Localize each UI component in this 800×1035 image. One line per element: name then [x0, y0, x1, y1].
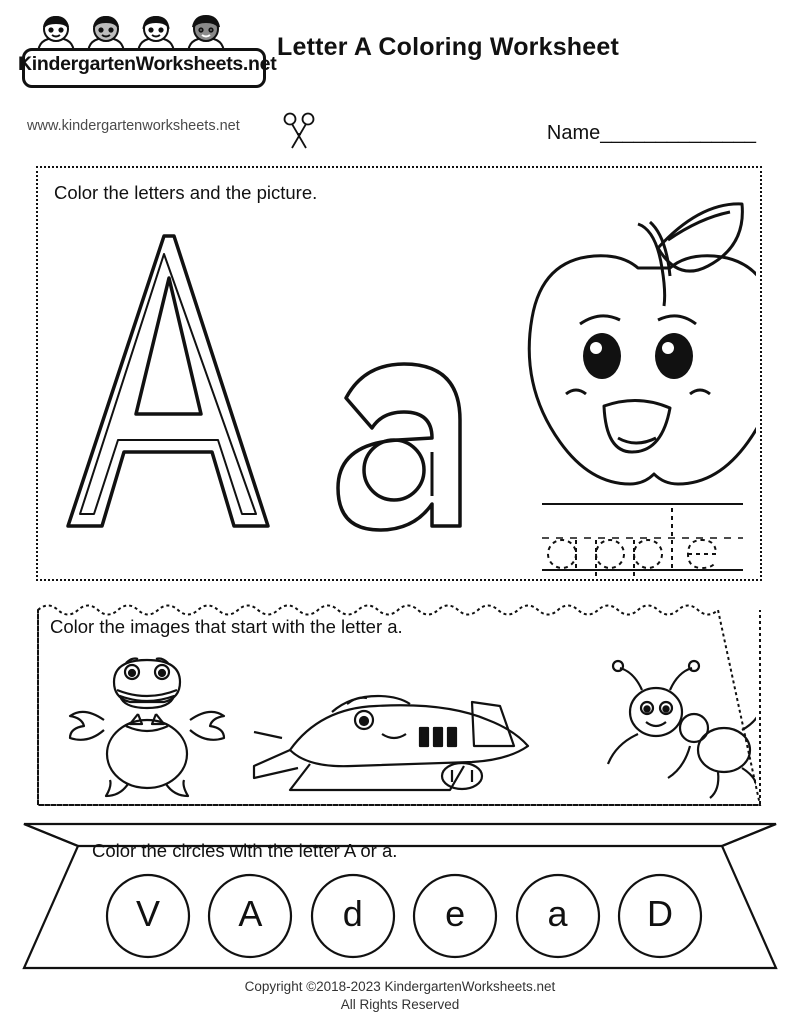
alligator-icon	[70, 659, 224, 797]
letter-circle[interactable]	[309, 872, 397, 960]
section-color-circles	[22, 820, 778, 972]
airplane-icon	[254, 696, 528, 790]
letter-circle[interactable]	[206, 872, 294, 960]
scissors-icon	[277, 112, 321, 152]
letter-circle[interactable]	[104, 872, 192, 960]
ant-icon	[608, 661, 756, 798]
letter-circle[interactable]	[616, 872, 704, 960]
page-title: Letter A Coloring Worksheet	[277, 33, 620, 61]
site-logo[interactable]	[18, 14, 277, 94]
letter-a-outline-icon	[46, 208, 516, 568]
page-footer	[0, 978, 800, 1014]
letter-circle-label: V	[135, 893, 160, 934]
section-color-images	[32, 600, 766, 815]
site-url: www.kindergartenworksheets.net	[27, 118, 240, 134]
letter-circle-label: D	[646, 893, 673, 934]
rights-text: All Rights Reserved	[340, 997, 460, 1013]
letter-circle[interactable]	[514, 872, 602, 960]
section1-instruction: Color the letters and the picture.	[54, 182, 318, 203]
section2-instruction: Color the images that start with the letter a.	[50, 616, 403, 637]
letter-circle[interactable]	[411, 872, 499, 960]
name-field-label: Name______________	[546, 122, 756, 144]
logo-text: KindergartenWorksheets.net	[18, 53, 277, 75]
letter-circle-label: A	[238, 893, 263, 934]
page-header	[0, 0, 800, 150]
section3-instruction: Color the circles with the letter A or a.	[92, 840, 398, 861]
section2-images	[42, 642, 756, 802]
letter-circle-label: d	[342, 893, 363, 934]
logo-badge	[18, 14, 277, 94]
letter-circle-label: e	[445, 893, 466, 934]
letter-circle-label: a	[547, 893, 568, 934]
section-color-letters	[36, 166, 762, 581]
smiling-apple-icon	[518, 188, 756, 508]
copyright-text: Copyright ©2018-2023 KindergartenWorksheets.net	[244, 979, 556, 994]
word-trace-apple	[540, 498, 745, 576]
letter-circles-row	[104, 868, 704, 963]
